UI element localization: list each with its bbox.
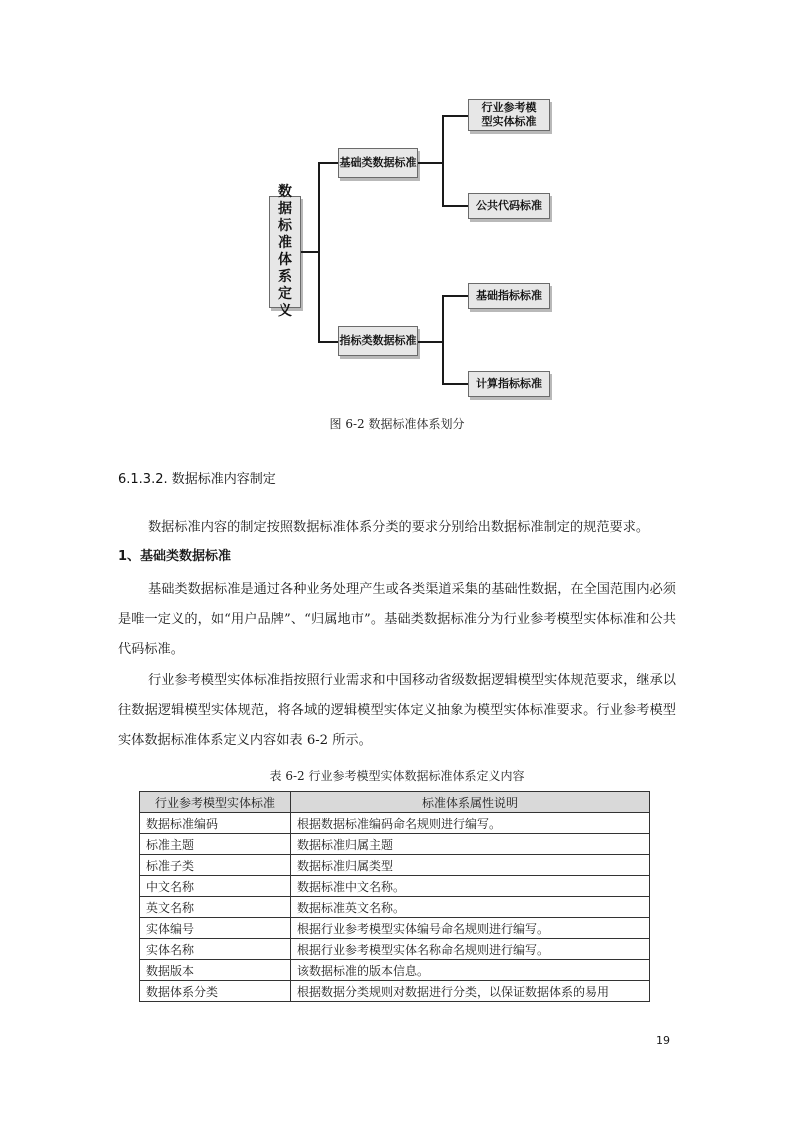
paragraph-industry-model: 行业参考模型实体标准指按照行业需求和中国移动省级数据逻辑模型实体规范要求，继承以往数据逻辑模型实体规范，将各域的逻辑模型实体定义抽象为模型实体标准要求。行业参考模型实体数据标准体系定义内容如表 6-2 所示。 <box>118 673 676 748</box>
table-row <box>140 897 650 918</box>
table-cell: 根据数据标准编码命名规则进行编写。 <box>291 813 650 834</box>
diagram-leaf-basic-indicator <box>468 283 550 309</box>
table-header-cell: 标准体系属性说明 <box>291 792 650 813</box>
diagram-leaf-public-code-label: 公共代码标准 <box>476 199 542 212</box>
table-cell: 中文名称 <box>140 876 291 897</box>
connector <box>418 162 443 164</box>
standard-definition-table <box>139 791 650 1002</box>
connector <box>442 383 468 385</box>
connector <box>318 162 320 343</box>
diagram-leaf-basic-indicator-label: 基础指标标准 <box>476 289 542 302</box>
table-row <box>140 981 650 1002</box>
diagram-leaf-calc-indicator <box>468 371 550 397</box>
connector <box>442 115 444 207</box>
table-cell: 数据标准归属主题 <box>291 834 650 855</box>
connector <box>301 251 319 253</box>
connector <box>318 162 338 164</box>
diagram-branch-indicator <box>338 326 418 356</box>
diagram-root-node <box>269 184 301 319</box>
table-row <box>140 855 650 876</box>
diagram-branch-basic-label: 基础类数据标准 <box>339 156 417 169</box>
table-cell: 根据数据分类规则对数据进行分类，以保证数据体系的易用 <box>291 981 650 1002</box>
table-cell: 实体编号 <box>140 918 291 939</box>
diagram-leaf-industry-model-label: 行业参考模型实体标准 <box>481 101 537 128</box>
table-cell: 标准主题 <box>140 834 291 855</box>
diagram-root-label: 数据标准体系定义 <box>278 184 292 319</box>
connector <box>418 341 443 343</box>
table-cell: 数据标准编码 <box>140 813 291 834</box>
section-heading: 6.1.3.2. 数据标准内容制定 <box>118 472 276 487</box>
table-cell: 英文名称 <box>140 897 291 918</box>
table-header-cell: 行业参考模型实体标准 <box>140 792 291 813</box>
table-cell: 实体名称 <box>140 939 291 960</box>
table-cell: 标准子类 <box>140 855 291 876</box>
diagram-branch-indicator-label: 指标类数据标准 <box>339 334 417 347</box>
subheading-basic-standard: 1、基础类数据标准 <box>118 549 232 564</box>
connector <box>442 295 468 297</box>
table-row <box>140 960 650 981</box>
intro-paragraph: 数据标准内容的制定按照数据标准体系分类的要求分别给出数据标准制定的规范要求。 <box>148 520 650 535</box>
table-header-row <box>140 792 650 813</box>
data-standard-diagram <box>0 0 794 420</box>
table-cell: 根据行业参考模型实体名称命名规则进行编写。 <box>291 939 650 960</box>
table-row <box>140 834 650 855</box>
table-cell: 数据版本 <box>140 960 291 981</box>
table-row <box>140 939 650 960</box>
table-cell: 数据标准英文名称。 <box>291 897 650 918</box>
connector <box>442 115 468 117</box>
diagram-leaf-calc-indicator-label: 计算指标标准 <box>476 377 542 390</box>
connector <box>318 341 338 343</box>
table-cell: 该数据标准的版本信息。 <box>291 960 650 981</box>
page-number: 19 <box>656 1034 670 1047</box>
figure-caption: 图 6-2 数据标准体系划分 <box>329 417 465 431</box>
connector <box>442 295 444 385</box>
table-cell: 数据标准中文名称。 <box>291 876 650 897</box>
table-caption: 表 6-2 行业参考模型实体数据标准体系定义内容 <box>269 769 525 783</box>
table-row <box>140 918 650 939</box>
diagram-leaf-industry-model <box>468 99 550 131</box>
table-cell: 根据行业参考模型实体编号命名规则进行编写。 <box>291 918 650 939</box>
table-row <box>140 876 650 897</box>
connector <box>442 205 468 207</box>
diagram-leaf-public-code <box>468 193 550 219</box>
diagram-branch-basic <box>338 148 418 178</box>
table-row <box>140 813 650 834</box>
table-cell: 数据标准归属类型 <box>291 855 650 876</box>
table-cell: 数据体系分类 <box>140 981 291 1002</box>
paragraph-basic-standard: 基础类数据标准是通过各种业务处理产生或各类渠道采集的基础性数据，在全国范围内必须是唯一定义的，如“用户品牌”、“归属地市”。基础类数据标准分为行业参考模型实体标准和公共代码标准。 <box>118 582 676 657</box>
